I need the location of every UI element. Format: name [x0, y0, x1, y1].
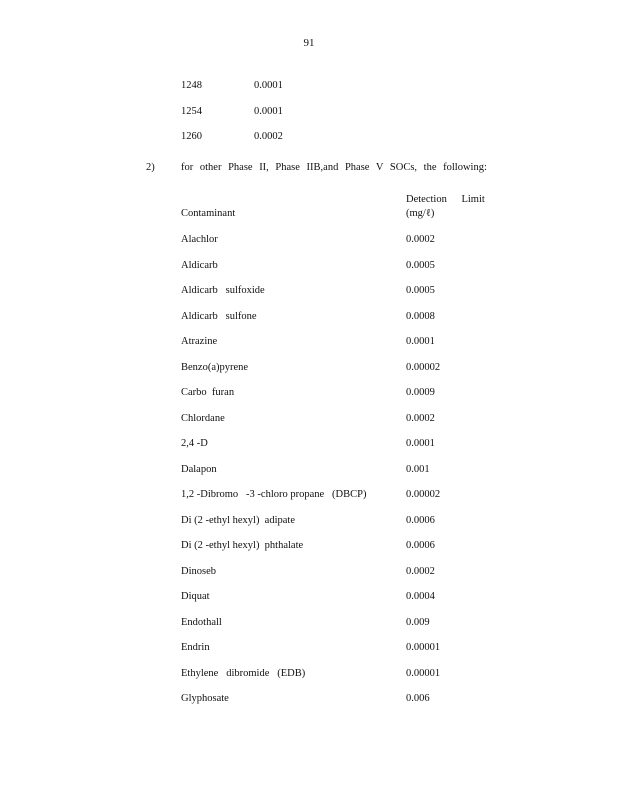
page-number: 91	[303, 37, 315, 49]
table-row	[0, 80, 618, 94]
aroclor-number: 1248	[181, 80, 202, 91]
table-row	[0, 617, 618, 631]
contaminant-name: Benzo(a)pyrene	[181, 361, 249, 373]
contaminant-name: 2,4 -D	[181, 438, 208, 449]
contaminant-name: Glyphosate	[181, 693, 229, 704]
detection-limit-value: 0.0001	[254, 105, 283, 117]
item-number: 2)	[146, 162, 155, 173]
table-row	[0, 387, 618, 401]
detection-limit-value: 0.001	[406, 463, 430, 475]
table-row	[0, 336, 618, 350]
table-row	[0, 413, 618, 427]
table-row	[0, 591, 618, 605]
detection-limit-value: 0.0001	[254, 80, 283, 91]
contaminant-name: Dinoseb	[181, 565, 216, 577]
contaminant-name: 1,2 -Dibromo -3 -chloro propane (DBCP)	[181, 489, 367, 500]
contaminant-name: Endothall	[181, 616, 222, 628]
detection-limit-value: 0.0002	[406, 412, 435, 424]
table-row	[0, 489, 618, 503]
table-row	[0, 362, 618, 376]
table-row	[0, 311, 618, 325]
table-row	[0, 668, 618, 682]
contaminant-name: Atrazine	[181, 336, 218, 347]
table-row	[0, 234, 618, 248]
contaminant-name: Di (2 -ethyl hexyl) phthalate	[181, 540, 304, 551]
detection-limit-value: 0.0005	[406, 259, 435, 271]
detection-limit-value: 0.0008	[406, 310, 435, 322]
table-row	[0, 106, 618, 120]
contaminant-name: Aldicarb sulfone	[181, 310, 257, 322]
aroclor-number: 1260	[181, 131, 202, 142]
detection-limit-value: 0.0002	[406, 565, 435, 577]
detection-limit-value: 0.0006	[406, 540, 435, 551]
detection-limit-value: 0.00001	[406, 667, 441, 679]
table-row	[0, 566, 618, 580]
table-row	[0, 464, 618, 478]
detection-limit-value: 0.006	[406, 693, 430, 704]
item-text: for other Phase II, Phase IIB,and Phase V SOCs, the following:	[181, 162, 487, 173]
contaminant-name: Ethylene dibromide (EDB)	[181, 667, 306, 679]
column-header-units: (mg/ℓ)	[406, 208, 435, 219]
detection-limit-value: 0.0005	[406, 285, 435, 296]
table-row	[0, 438, 618, 452]
table-row	[0, 642, 618, 656]
detection-limit-value: 0.009	[406, 616, 430, 628]
detection-limit-value: 0.0004	[406, 591, 435, 602]
contaminant-name: Aldicarb	[181, 259, 218, 271]
table-row	[0, 515, 618, 529]
table-row	[0, 131, 618, 145]
contaminant-name: Dalapon	[181, 463, 217, 475]
contaminant-name: Alachlor	[181, 234, 218, 245]
contaminant-name: Carbo furan	[181, 387, 235, 398]
detection-limit-value: 0.0001	[406, 438, 435, 449]
table-row	[0, 540, 618, 554]
detection-limit-value: 0.0002	[254, 131, 283, 142]
table-row	[0, 285, 618, 299]
contaminant-name: Aldicarb sulfoxide	[181, 285, 265, 296]
contaminant-name: Di (2 -ethyl hexyl) adipate	[181, 514, 296, 526]
detection-limit-value: 0.0009	[406, 387, 435, 398]
detection-limit-value: 0.0001	[406, 336, 435, 347]
aroclor-number: 1254	[181, 105, 202, 117]
column-header-detection-limit: Detection Limit	[406, 194, 485, 205]
detection-limit-value: 0.0006	[406, 514, 435, 526]
contaminant-name: Endrin	[181, 642, 210, 653]
detection-limit-value: 0.0002	[406, 234, 435, 245]
detection-limit-value: 0.00002	[406, 361, 441, 373]
contaminant-name: Diquat	[181, 591, 210, 602]
column-header-contaminant: Contaminant	[181, 208, 236, 219]
table-row	[0, 260, 618, 274]
contaminant-name: Chlordane	[181, 412, 225, 424]
detection-limit-value: 0.00001	[406, 642, 441, 653]
table-row	[0, 693, 618, 707]
detection-limit-value: 0.00002	[406, 489, 441, 500]
